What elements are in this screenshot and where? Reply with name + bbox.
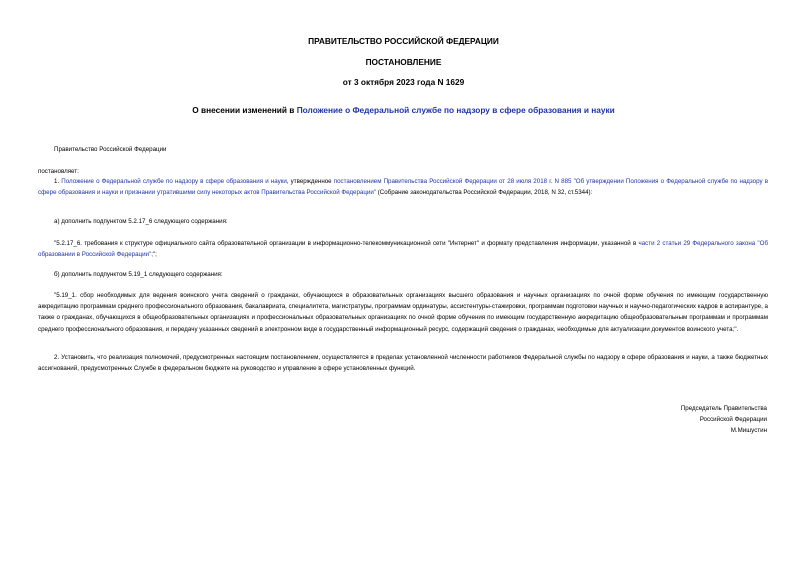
decree-word: постановляет: [38, 168, 79, 175]
document-type: ПОСТАНОВЛЕНИЕ [365, 57, 442, 67]
document-date-number: от 3 октября 2023 года N 1629 [342, 77, 465, 87]
document-subject [0, 105, 807, 115]
subpoint-b: б) дополнить подпунктом 5.19_1 следующего содержания: [54, 271, 223, 278]
subject-prefix: О внесении изменений в [192, 105, 297, 115]
regulation-link[interactable]: Положение о Федеральной службе по надзору в сфере образования и науки [61, 178, 287, 185]
quote-a-text: "5.2.17_6. требования к структуре официального сайта образовательной организации в информационно-телекоммуникационной сети "Интернет" и формату представления информации, указанной в [54, 240, 639, 247]
paragraph-1-prefix: 1. [54, 178, 62, 185]
government-title: ПРАВИТЕЛЬСТВО РОССИЙСКОЙ ФЕДЕРАЦИИ [308, 36, 499, 46]
paragraph-1-mid: , утвержденное [286, 178, 334, 185]
government-line: Правительство Российской Федерации [54, 146, 167, 153]
subpoint-a: а) дополнить подпунктом 5.2.17_6 следующего содержания: [54, 218, 228, 225]
federal-law-link[interactable]: части 2 статьи 29 Федерального закона "Об образовании в Российской Федерации" [38, 240, 768, 259]
paragraph-2: 2. Установить, что реализация полномочий, предусмотренных настоящим постановлением, осуществляется в пределах установленной численности работников Федеральной службы по надзору в сфере образования и науки, а также бюджетных ассигнований, предусмотренных Службе в федеральном бюджете на руководство и управление в сфере установленных функций. [38, 354, 768, 373]
subject-link[interactable]: Положение о Федеральной службе по надзору в сфере образования и науки [296, 105, 615, 115]
paragraph-1-suffix: (Собрание законодательства Российской Федерации, 2018, N 32, ст.5344): [375, 189, 593, 197]
quote-b: "5.19_1. сбор необходимых для ведения воинского учета сведений о гражданах, обучающихся в образовательных организациях высшего образования и научных организациях по очной форме обучения по имеющим государственную аккредитацию программам среднего профессионального образования, бакалавриата, специалитета, магистратуры, программам ординатуры, ассистентуры-стажировки, программам подготовки научных и научно-педагогических кадров в аспирантуре, а также о гражданах, обучающихся в общеобразовательных организациях и профессиональных образовательных организациях по очной форме обучения по имеющим государственную аккредитацию общеобразовательным программам и программам среднего профессионального образования, и передачу указанных сведений в электронном виде в государственный информационный ресурс, содержащий сведения о гражданах, необходимые для актуализации документов воинского учета;". [38, 292, 768, 333]
decree-885-link[interactable]: постановлением Правительства Российской Федерации от 28 июля 2018 г. N 885 "Об утверждении Положения о Федеральной службе по надзору в сфере образования и науки и признании утратившими силу некоторых актов Правительства Российской Федерации" [38, 178, 768, 197]
signature-title: Председатель Правительства [680, 405, 767, 412]
quote-a [38, 238, 768, 260]
signature-name: М.Мишустин [730, 427, 767, 434]
signature-country: Российской Федерации [699, 416, 767, 423]
signature-block [681, 403, 767, 436]
paragraph-1 [38, 176, 768, 198]
quote-a-end: ;"; [151, 251, 157, 259]
